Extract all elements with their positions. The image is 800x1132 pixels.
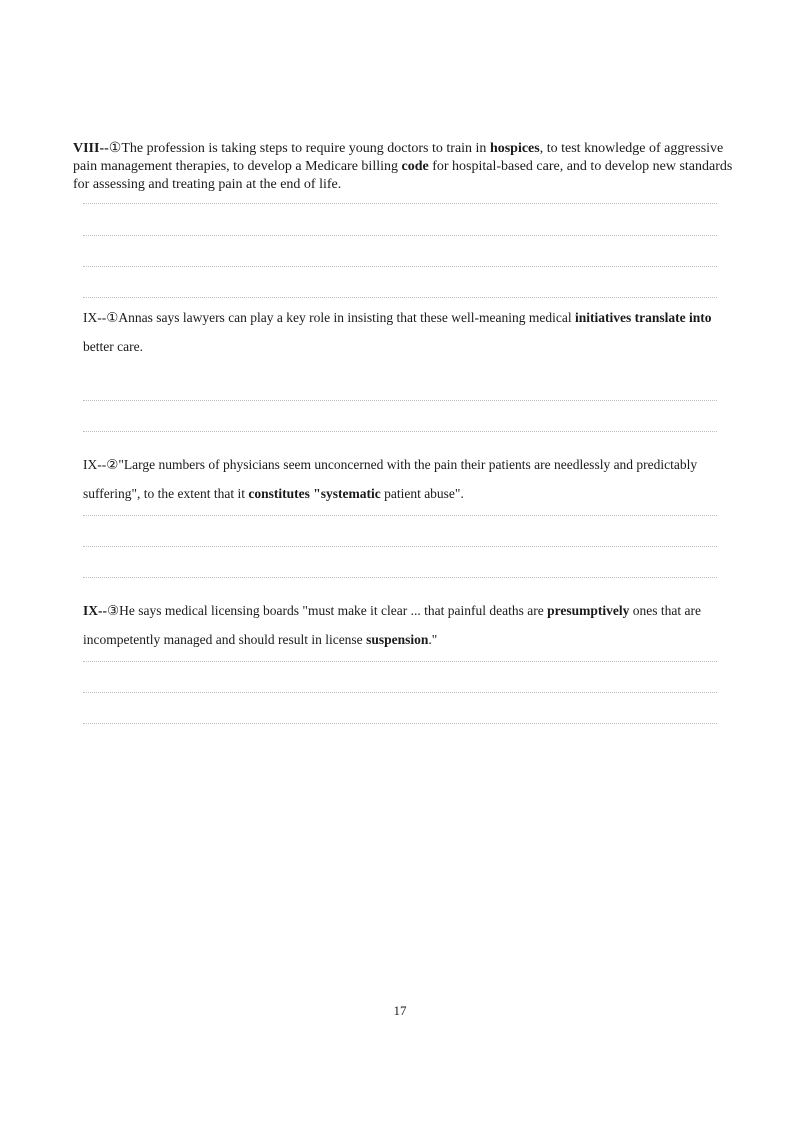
- keyword: suspension: [366, 632, 429, 647]
- text-segment: ①The profession is taking steps to require young doctors to train in: [108, 141, 490, 156]
- writing-line: [83, 266, 717, 267]
- keyword: code: [401, 159, 429, 174]
- text-segment: VIII--: [73, 141, 109, 156]
- writing-line: [83, 515, 717, 516]
- page-number: 17: [393, 1003, 407, 1018]
- keyword: constitutes "systematic: [248, 486, 381, 501]
- keyword: initiatives translate into: [574, 310, 712, 325]
- keyword: hospices: [489, 141, 540, 156]
- paragraph-ix-2: [83, 450, 723, 508]
- text-segment: IX--: [83, 603, 107, 618]
- writing-line: [83, 400, 717, 401]
- text-segment: patient abuse".: [380, 486, 464, 501]
- writing-line: [83, 692, 717, 693]
- paragraph-ix-3: [83, 596, 723, 654]
- paragraph-viii-1: [73, 140, 733, 194]
- text-segment: ones that are incompetently managed and should result in license: [83, 603, 701, 647]
- keyword: presumptively: [547, 603, 630, 618]
- writing-line: [83, 203, 717, 204]
- writing-line: [83, 235, 717, 236]
- text-segment: for hospital-based care, and to develop new standards for assessing and treating pain at the end of life.: [73, 159, 733, 192]
- writing-line: [83, 723, 717, 724]
- writing-line: [83, 546, 717, 547]
- text-segment: ③He says medical licensing boards "must make it clear ... that painful deaths are: [107, 603, 548, 618]
- text-segment: , to test knowledge of aggressive pain management therapies, to develop a Medicare billing: [73, 141, 724, 174]
- text-segment: IX--②"Large numbers of physicians seem unconcerned with the pain their patients are needlessly and predictably suffering", to the extent that it: [83, 457, 698, 501]
- text-segment: .": [428, 632, 438, 647]
- writing-line: [83, 661, 717, 662]
- text-segment: IX--①Annas says lawyers can play a key role in insisting that these well-meaning medical: [83, 310, 575, 325]
- writing-line: [83, 431, 717, 432]
- text-segment: better care.: [83, 339, 143, 354]
- writing-line: [83, 297, 717, 298]
- writing-line: [83, 577, 717, 578]
- paragraph-ix-1: [83, 303, 723, 361]
